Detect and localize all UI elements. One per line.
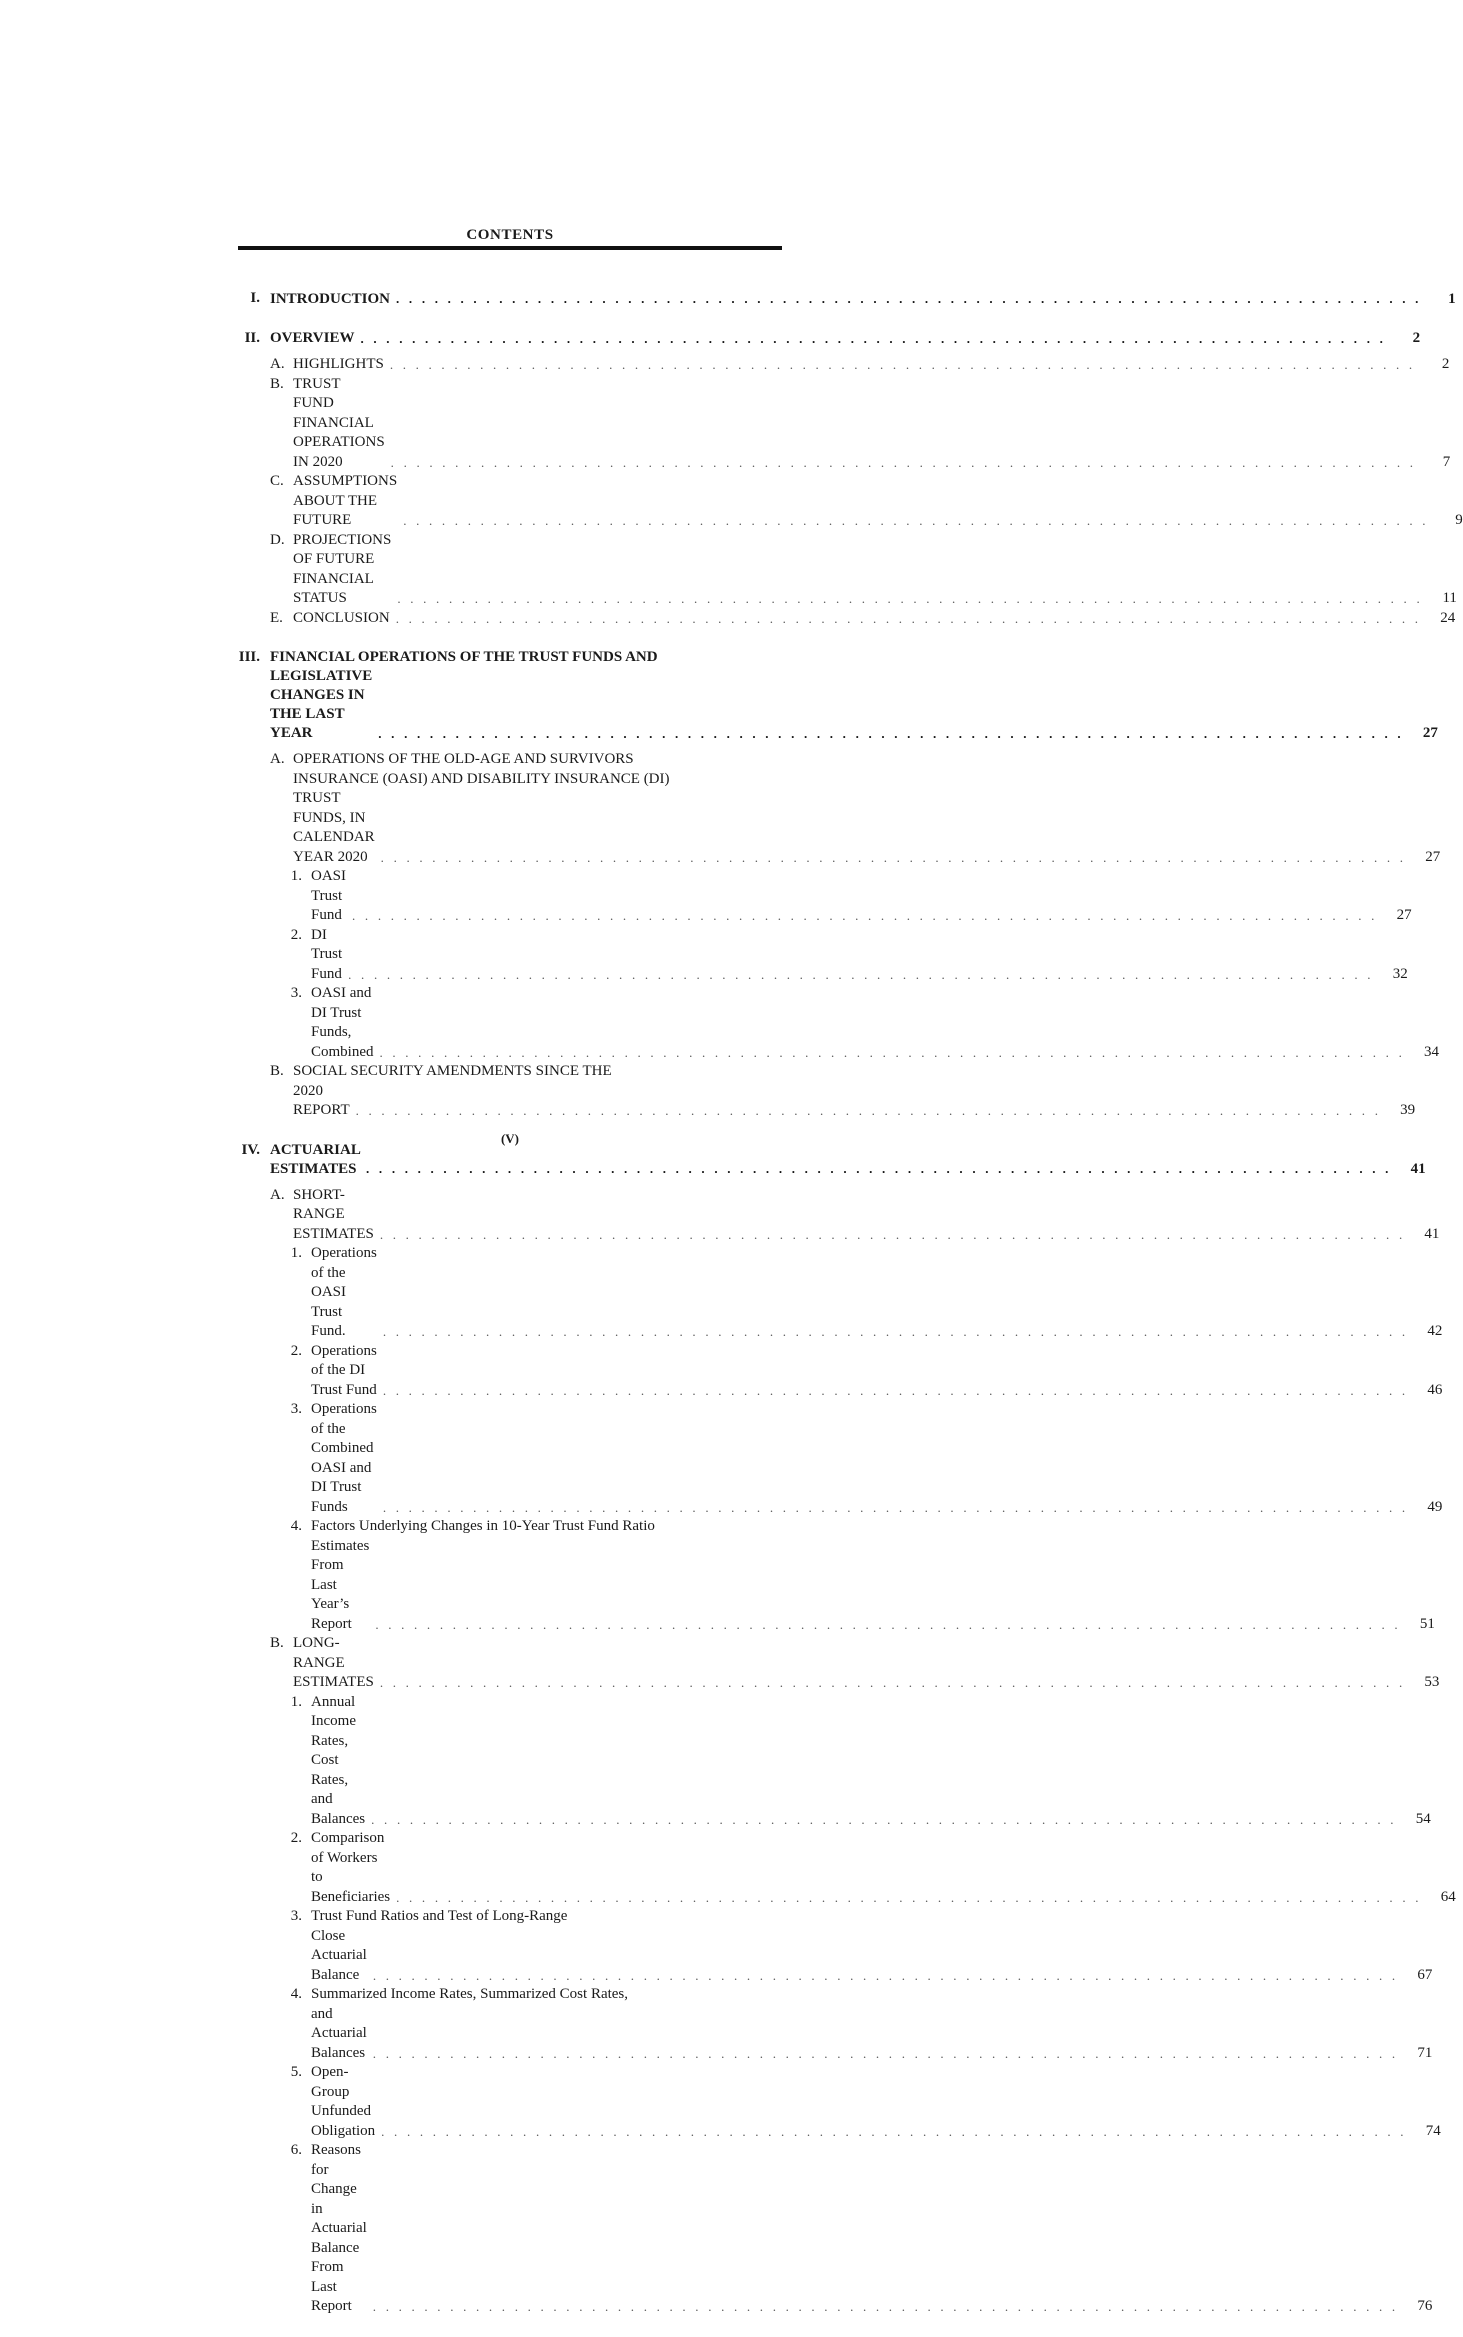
toc-entry-title: OASI and DI Trust Funds, Combined xyxy=(311,985,374,1060)
dot-leader: . . . . . . . . . . . . . . . . . . . . . . . . . . . . . . . . . . . . . . . . . . . . . . . . . . . . . . . . . . . . . . . . . . . . . . . . . . . . . . . . xyxy=(382,1382,1409,1398)
toc-entry-title: SOCIAL SECURITY AMENDMENTS SINCE THE xyxy=(293,1063,612,1079)
toc-entry-number: 2. xyxy=(290,1342,302,1359)
toc-entry-number: 1. xyxy=(290,1245,302,1261)
toc-entry[interactable] xyxy=(238,926,1408,985)
toc-entry[interactable] xyxy=(238,2141,1433,2317)
toc-entry[interactable] xyxy=(238,1244,1443,1342)
toc-entry-title: LONG-RANGE ESTIMATES xyxy=(293,1635,374,1690)
toc-entry[interactable] xyxy=(238,648,1438,743)
toc-entry-title: and Actuarial Balances xyxy=(311,2005,367,2061)
toc-entry-number: 3. xyxy=(290,985,302,1001)
toc-entry-page: 27 xyxy=(1425,848,1441,865)
toc-entry-page: 76 xyxy=(1417,2298,1433,2314)
toc-entry-page: 54 xyxy=(1415,1810,1431,1827)
toc-section xyxy=(238,1141,1456,2317)
toc-entry[interactable] xyxy=(238,984,1440,1062)
toc-entry[interactable] xyxy=(238,289,1456,309)
toc-entry-number: IV. xyxy=(241,1141,260,1158)
dot-leader: . . . . . . . . . . . . . . . . . . . . . . . . . . . . . . . . . . . . . . . . . . . . . . . . . . . . . . . . . . . . . . . . . . . . . . . . . . . . . . . . xyxy=(366,1161,1392,1176)
toc-entry-page: 53 xyxy=(1424,1674,1440,1690)
toc-entry-title: INTRODUCTION xyxy=(270,290,391,307)
dot-leader: . . . . . . . . . . . . . . . . . . . . . . . . . . . . . . . . . . . . . . . . . . . . . . . . . . . . . . . . . . . . . . . . . . . . . . . . . . . . . . . . xyxy=(381,2123,1407,2139)
toc-entry-page: 32 xyxy=(1392,965,1408,982)
toc-entry-page: 27 xyxy=(1396,907,1412,923)
toc-entry-number: E. xyxy=(270,609,283,626)
dot-leader: . . . . . . . . . . . . . . . . . . . . . . . . . . . . . . . . . . . . . . . . . . . . . . . . . . . . . . . . . . . . . . . . . . . . . . . . . . . . . . . . xyxy=(379,1044,1406,1060)
table-of-contents xyxy=(238,289,1463,2337)
toc-entry-number: B. xyxy=(270,1635,284,1651)
toc-entry-title: Summarized Income Rates, Summarized Cost Rates, xyxy=(311,1986,629,2002)
toc-entry-title: Trust Fund Ratios and Test of Long-Range xyxy=(311,1908,568,1924)
toc-entry[interactable] xyxy=(238,867,1412,926)
dot-leader: . . . . . . . . . . . . . . . . . . . . . . . . . . . . . . . . . . . . . . . . . . . . . . . . . . . . . . . . . . . . . . . . . . . . . . . . . . . . . . . . xyxy=(372,2299,1399,2314)
toc-section xyxy=(238,289,1456,309)
dot-leader: . . . . . . . . . . . . . . . . . . . . . . . . . . . . . . . . . . . . . . . . . . . . . . . . . . . . . . . . . . . . . . . . . . . . . . . . . . . . . . . . xyxy=(379,1675,1406,1690)
toc-entry[interactable] xyxy=(238,1517,1435,1634)
toc-entry-title: OASI Trust Fund xyxy=(311,868,347,923)
toc-entry-title: Comparison of Workers to Beneficiaries xyxy=(311,1830,391,1905)
dot-leader: . . . . . . . . . . . . . . . . . . . . . . . . . . . . . . . . . . . . . . . . . . . . . . . . . . . . . . . . . . . . . . . . . . . . . . . . . . . . . . . . xyxy=(378,725,1404,741)
toc-entry-number: 1. xyxy=(290,868,302,884)
toc-entry-title: OPERATIONS OF THE OLD-AGE AND SURVIVORS xyxy=(293,751,634,767)
toc-entry-number: D. xyxy=(270,531,285,548)
toc-section xyxy=(238,648,1441,1121)
toc-entry-page: 7 xyxy=(1442,453,1451,470)
toc-entry-number: 1. xyxy=(290,1693,302,1710)
toc-entry[interactable] xyxy=(238,1829,1456,1907)
dot-leader: . . . . . . . . . . . . . . . . . . . . . . . . . . . . . . . . . . . . . . . . . . . . . . . . . . . . . . . . . . . . . . . . . . . . . . . . . . . . . . . . xyxy=(382,1324,1409,1339)
dot-leader: . . . . . . . . . . . . . . . . . . . . . . . . . . . . . . . . . . . . . . . . . . . . . . . . . . . . . . . . . . . . . . . . . . . . . . . . . . . . . . . . xyxy=(396,291,1422,306)
toc-entry-title: CONCLUSION xyxy=(293,609,390,626)
toc-entry-title: PROJECTIONS OF FUTURE FINANCIAL STATUS xyxy=(293,531,392,606)
toc-entry-number: B. xyxy=(270,1063,284,1079)
toc-section xyxy=(238,329,1463,629)
toc-entry-title: Open-Group Unfunded Obligation xyxy=(311,2064,376,2139)
toc-entry[interactable] xyxy=(238,1907,1433,1985)
toc-entry-page: 64 xyxy=(1440,1888,1456,1905)
toc-entry-number: III. xyxy=(238,649,260,665)
toc-entry-page: 41 xyxy=(1424,1225,1440,1242)
toc-entry-title: Annual Income Rates, Cost Rates, and Balances xyxy=(311,1693,366,1827)
toc-entry-number: A. xyxy=(270,356,285,372)
toc-entry-title: 2020 REPORT xyxy=(293,1082,350,1118)
page-number-footer: (V) xyxy=(500,1131,520,1146)
dot-leader: . . . . . . . . . . . . . . . . . . . . . . . . . . . . . . . . . . . . . . . . . . . . . . . . . . . . . . . . . . . . . . . . . . . . . . . . . . . . . . . . xyxy=(371,1811,1397,1827)
toc-entry-number: C. xyxy=(270,473,284,489)
toc-entry-title: Close Actuarial Balance xyxy=(311,1927,367,1983)
dot-leader: . . . . . . . . . . . . . . . . . . . . . . . . . . . . . . . . . . . . . . . . . . . . . . . . . . . . . . . . . . . . . . . . . . . . . . . . . . . . . . . . xyxy=(352,908,1378,923)
toc-entry-number: 2. xyxy=(290,1830,302,1846)
toc-entry-page: 34 xyxy=(1424,1043,1440,1060)
toc-entry-page: 41 xyxy=(1410,1160,1426,1177)
toc-entry-number: 2. xyxy=(290,926,302,943)
toc-entry-title: ASSUMPTIONS ABOUT THE FUTURE xyxy=(293,473,398,528)
toc-entry[interactable] xyxy=(238,1062,1416,1121)
toc-entry-page: 27 xyxy=(1422,725,1438,741)
page-title: CONTENTS xyxy=(466,227,554,243)
toc-entry-page: 11 xyxy=(1442,590,1457,606)
dot-leader: . . . . . . . . . . . . . . . . . . . . . . . . . . . . . . . . . . . . . . . . . . . . . . . . . . . . . . . . . . . . . . . . . . . . . . . . . . . . . . . . xyxy=(390,454,1417,470)
toc-entry-title: INSURANCE (OASI) AND DISABILITY INSURANCE (DI) xyxy=(293,770,670,787)
toc-entry-title: Operations of the Combined OASI and DI Trust Funds xyxy=(311,1401,377,1515)
toc-entry-page: 2 xyxy=(1412,330,1421,346)
toc-entry-title: TRUST FUND FINANCIAL OPERATIONS IN 2020 xyxy=(293,375,385,470)
toc-entry[interactable] xyxy=(238,375,1451,473)
toc-entry-number: II. xyxy=(244,329,260,346)
toc-entry-title: TRUST FUNDS, IN CALENDAR YEAR 2020 xyxy=(293,790,375,865)
toc-entry-page: 42 xyxy=(1427,1323,1443,1339)
toc-entry-page: 39 xyxy=(1400,1102,1416,1118)
toc-entry-title: OVERVIEW xyxy=(270,330,355,346)
toc-entry[interactable] xyxy=(238,1400,1443,1517)
toc-entry-title: FINANCIAL OPERATIONS OF THE TRUST FUNDS AND xyxy=(270,649,658,665)
toc-entry-title: ACTUARIAL ESTIMATES xyxy=(270,1141,361,1177)
dot-leader: . . . . . . . . . . . . . . . . . . . . . . . . . . . . . . . . . . . . . . . . . . . . . . . . . . . . . . . . . . . . . . . . . . . . . . . . . . . . . . . . xyxy=(355,1103,1382,1118)
dot-leader: . . . . . . . . . . . . . . . . . . . . . . . . . . . . . . . . . . . . . . . . . . . . . . . . . . . . . . . . . . . . . . . . . . . . . . . . . . . . . . . . xyxy=(379,1226,1406,1242)
dot-leader: . . . . . . . . . . . . . . . . . . . . . . . . . . . . . . . . . . . . . . . . . . . . . . . . . . . . . . . . . . . . . . . . . . . . . . . . . . . . . . . . xyxy=(360,330,1387,346)
toc-entry-page: 49 xyxy=(1427,1498,1443,1515)
dot-leader: . . . . . . . . . . . . . . . . . . . . . . . . . . . . . . . . . . . . . . . . . . . . . . . . . . . . . . . . . . . . . . . . . . . . . . . . . . . . . . . . xyxy=(397,591,1423,606)
toc-entry-page: 9 xyxy=(1455,512,1463,528)
toc-entry-title: Operations of the OASI Trust Fund. xyxy=(311,1245,377,1339)
dot-leader: . . . . . . . . . . . . . . . . . . . . . . . . . . . . . . . . . . . . . . . . . . . . . . . . . . . . . . . . . . . . . . . . . . . . . . . . . . . . . . . . xyxy=(372,2045,1399,2061)
toc-entry-number: 5. xyxy=(290,2064,302,2080)
toc-entry-page: 2 xyxy=(1441,356,1450,372)
toc-entry-page: 24 xyxy=(1440,609,1456,626)
toc-entry[interactable] xyxy=(238,1693,1431,1830)
toc-entry-number: 3. xyxy=(290,1401,302,1417)
toc-entry[interactable] xyxy=(238,1186,1440,1245)
toc-entry-page: 1 xyxy=(1448,290,1456,307)
dot-leader: . . . . . . . . . . . . . . . . . . . . . . . . . . . . . . . . . . . . . . . . . . . . . . . . . . . . . . . . . . . . . . . . . . . . . . . . . . . . . . . . xyxy=(395,610,1422,626)
toc-entry[interactable] xyxy=(238,1634,1440,1693)
toc-entry-title: LEGISLATIVE CHANGES IN THE LAST YEAR xyxy=(270,668,373,741)
toc-entry-number: B. xyxy=(270,375,284,392)
toc-entry-page: 46 xyxy=(1427,1381,1443,1398)
toc-entry[interactable] xyxy=(238,531,1457,609)
toc-entry[interactable] xyxy=(238,329,1421,349)
toc-entry[interactable] xyxy=(238,609,1456,629)
toc-entry-number: 3. xyxy=(290,1908,302,1924)
title-rule xyxy=(238,246,782,250)
toc-entry-page: 74 xyxy=(1425,2122,1441,2139)
toc-entry-title: DI Trust Fund xyxy=(311,926,343,982)
dot-leader: . . . . . . . . . . . . . . . . . . . . . . . . . . . . . . . . . . . . . . . . . . . . . . . . . . . . . . . . . . . . . . . . . . . . . . . . . . . . . . . . xyxy=(380,849,1407,865)
dot-leader: . . . . . . . . . . . . . . . . . . . . . . . . . . . . . . . . . . . . . . . . . . . . . . . . . . . . . . . . . . . . . . . . . . . . . . . . . . . . . . . . xyxy=(389,357,1416,372)
toc-entry-title: HIGHLIGHTS xyxy=(293,356,384,372)
toc-entry-title: Operations of the DI Trust Fund xyxy=(311,1342,377,1398)
toc-entry[interactable] xyxy=(238,1342,1443,1401)
dot-leader: . . . . . . . . . . . . . . . . . . . . . . . . . . . . . . . . . . . . . . . . . . . . . . . . . . . . . . . . . . . . . . . . . . . . . . . . . . . . . . . . xyxy=(375,1616,1401,1632)
dot-leader: . . . . . . . . . . . . . . . . . . . . . . . . . . . . . . . . . . . . . . . . . . . . . . . . . . . . . . . . . . . . . . . . . . . . . . . . . . . . . . . . xyxy=(348,966,1374,982)
dot-leader: . . . . . . . . . . . . . . . . . . . . . . . . . . . . . . . . . . . . . . . . . . . . . . . . . . . . . . . . . . . . . . . . . . . . . . . . . . . . . . . . xyxy=(396,1889,1422,1905)
toc-entry[interactable] xyxy=(238,750,1441,867)
toc-entry-number: A. xyxy=(270,1186,285,1203)
toc-entry[interactable] xyxy=(238,1985,1433,2063)
toc-entry[interactable] xyxy=(238,2063,1441,2141)
toc-entry-number: 6. xyxy=(290,2142,302,2158)
toc-entry[interactable] xyxy=(238,355,1450,375)
toc-entry-title: Factors Underlying Changes in 10-Year Trust Fund Ratio xyxy=(311,1518,655,1534)
toc-entry-number: 4. xyxy=(290,1518,302,1534)
toc-entry-title: SHORT-RANGE ESTIMATES xyxy=(293,1186,374,1242)
toc-entry-page: 51 xyxy=(1419,1615,1435,1632)
dot-leader: . . . . . . . . . . . . . . . . . . . . . . . . . . . . . . . . . . . . . . . . . . . . . . . . . . . . . . . . . . . . . . . . . . . . . . . . . . . . . . . . xyxy=(372,1967,1399,1983)
toc-entry[interactable] xyxy=(238,472,1463,531)
toc-entry-number: I. xyxy=(250,290,260,306)
dot-leader: . . . . . . . . . . . . . . . . . . . . . . . . . . . . . . . . . . . . . . . . . . . . . . . . . . . . . . . . . . . . . . . . . . . . . . . . . . . . . . . . xyxy=(403,513,1429,528)
toc-entry-number: 4. xyxy=(290,1986,302,2002)
toc-entry-title: Estimates From Last Year’s Report xyxy=(311,1537,370,1632)
toc-entry-page: 71 xyxy=(1417,2044,1433,2061)
toc-entry-page: 67 xyxy=(1417,1966,1433,1983)
toc-entry-title: Reasons for Change in Actuarial Balance From Last Report xyxy=(311,2142,367,2314)
dot-leader: . . . . . . . . . . . . . . . . . . . . . . . . . . . . . . . . . . . . . . . . . . . . . . . . . . . . . . . . . . . . . . . . . . . . . . . . . . . . . . . . xyxy=(382,1499,1409,1515)
toc-entry-number: A. xyxy=(270,751,285,767)
